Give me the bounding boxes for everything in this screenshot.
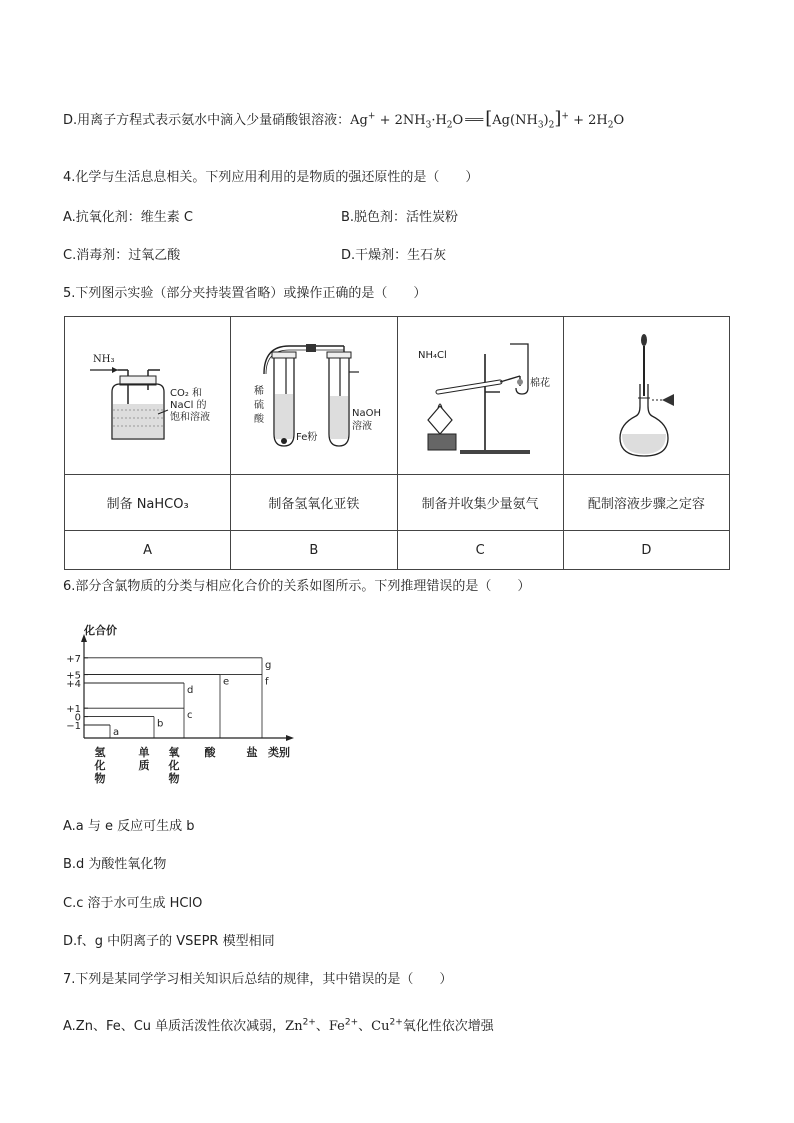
category-label: 氧 (168, 746, 180, 759)
q5-label-a: A (65, 531, 231, 570)
category-label: 质 (138, 759, 150, 772)
q3d-label: D.用离子方程式表示氨水中滴入少量硝酸银溶液： (63, 113, 351, 128)
q7-option-a: A.Zn、Fe、Cu 单质活泼性依次减弱，$Zn^{2+}$、$Fe^{2+}$、$Cu^{2+}$氧化性依次增强 (63, 1017, 494, 1034)
chart-ylabel: 化合价 (84, 624, 117, 637)
svg-text:NH₄Cl: NH₄Cl (418, 349, 447, 361)
y-ticks (66, 654, 88, 732)
ammonia-prep-figure (400, 324, 560, 464)
point-label-b: b (157, 718, 164, 730)
q6-option-d: D.f、g 中阴离子的 VSEPR 模型相同 (63, 934, 275, 949)
svg-text:棉花: 棉花 (530, 377, 551, 389)
q7-stem: 7.下列是某同学学习相关知识后总结的规律，其中错误的是（ ） (63, 972, 453, 987)
svg-text:NaOH: NaOH (351, 407, 381, 419)
q5-label-d: D (563, 531, 729, 570)
category-label: 化 (168, 759, 180, 772)
y-tick-label: +4 (66, 679, 81, 690)
q6-option-a: A.a 与 e 反应可生成 b (63, 819, 195, 834)
q5-cell-b-figure (231, 317, 397, 475)
q3d-equation: $Ag^+ + 2NH_3\cdot H_2O$ ═══ $[Ag(NH_3)_2]^+ + 2H_2O$ (350, 108, 625, 131)
svg-text:NaCl 的: NaCl 的 (169, 399, 207, 411)
q5-stem: 5.下列图示实验（部分夹持装置省略）或操作正确的是（ ） (63, 286, 427, 301)
q6-option-c: C.c 溶于水可生成 HClO (63, 896, 203, 911)
point-label-a: a (113, 727, 120, 738)
category-label: 化 (94, 759, 106, 772)
q5-caption-d: 配制溶液步骤之定容 (563, 475, 729, 531)
y-tick-label: −1 (66, 721, 81, 732)
q5-table (64, 316, 730, 570)
two-tubes-figure (234, 324, 394, 464)
category-label: 盐 (246, 746, 258, 759)
q5-cell-a-figure (65, 317, 231, 475)
category-label: 物 (94, 772, 106, 785)
q4-stem: 4.化学与生活息息相关。下列应用利用的是物质的强还原性的是（ ） (63, 170, 479, 185)
category-label: 单 (138, 746, 150, 759)
svg-text:Fe粉: Fe粉 (295, 431, 318, 443)
point-label-e: e (223, 676, 230, 688)
svg-text:酸: 酸 (253, 413, 264, 425)
y-tick-label: +7 (66, 653, 81, 665)
q5-cell-c-figure (397, 317, 563, 475)
point-labels (113, 660, 271, 738)
q5-caption-c: 制备并收集少量氨气 (397, 475, 563, 531)
category-label: 物 (168, 772, 180, 785)
level-lines (84, 658, 262, 725)
point-label-f: f (265, 676, 269, 688)
category-label: 酸 (204, 746, 216, 759)
q4-option-a: A.抗氧化剂：维生素 C (63, 210, 194, 225)
a-gas-label: NH₃ (92, 353, 115, 365)
q5-caption-b: 制备氢氧化亚铁 (231, 475, 397, 531)
point-label-d: d (187, 685, 194, 696)
volumetric-flask-figure (566, 324, 726, 464)
q4-option-d: D.干燥剂：生石灰 (341, 248, 447, 263)
valence-category-chart (62, 620, 302, 790)
q3-option-d (63, 108, 624, 131)
q5-cell-d-figure (563, 317, 729, 475)
gas-washing-bottle-figure (68, 324, 228, 464)
svg-text:稀: 稀 (253, 385, 264, 397)
q5-label-c: C (397, 531, 563, 570)
svg-text:CO₂ 和: CO₂ 和 (169, 387, 202, 399)
svg-text:饱和溶液: 饱和溶液 (169, 411, 210, 423)
q4-option-c: C.消毒剂：过氧乙酸 (63, 248, 181, 263)
y-tick-label: +5 (66, 670, 81, 682)
svg-text:溶液: 溶液 (351, 420, 372, 432)
chart-xlabel: 类别 (268, 746, 290, 759)
point-label-g: g (265, 659, 272, 671)
x-categories (94, 658, 263, 785)
svg-text:硫: 硫 (253, 399, 264, 411)
y-tick-label: 0 (74, 712, 81, 724)
q6-option-b: B.d 为酸性氧化物 (63, 857, 167, 872)
q6-stem: 6.部分含氯物质的分类与相应化合价的关系如图所示。下列推理错误的是（ ） (63, 579, 531, 594)
point-label-c: c (187, 710, 193, 722)
y-tick-label: +1 (66, 704, 81, 716)
q5-caption-a: 制备 NaHCO₃ (65, 475, 231, 531)
q5-label-b: B (231, 531, 397, 570)
category-label: 氢 (94, 746, 106, 759)
q4-option-b: B.脱色剂：活性炭粉 (341, 210, 459, 225)
